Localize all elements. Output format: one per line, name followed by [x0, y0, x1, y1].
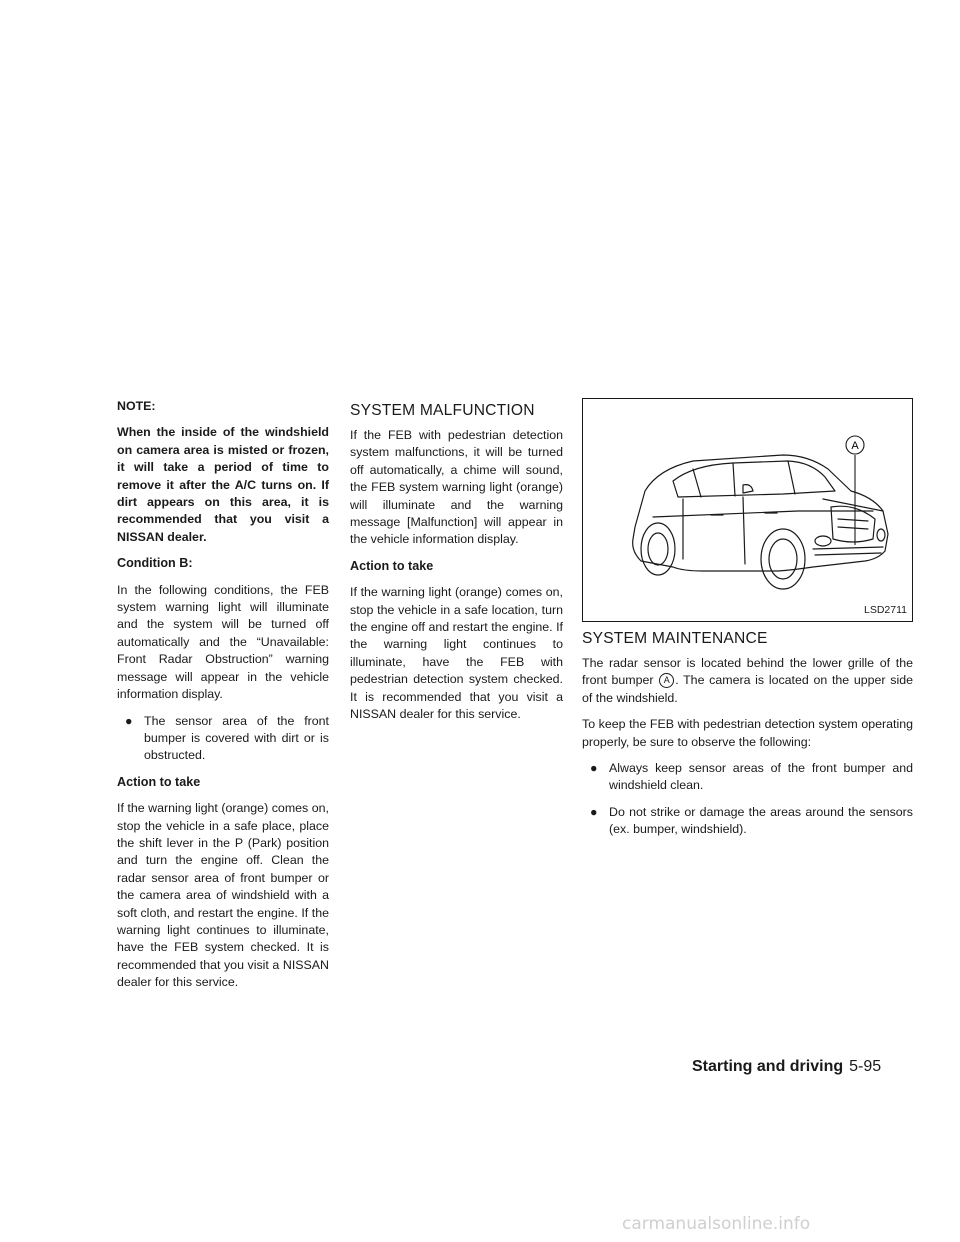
bullet-text: Always keep sensor areas of the front bumper and windshield clean.	[609, 761, 913, 793]
bullet-text: Do not strike or damage the areas around the sensors (ex. bumper, windshield).	[609, 804, 913, 837]
column-left	[117, 398, 329, 1001]
bullet-item	[582, 760, 913, 795]
bullet-icon: ●	[590, 804, 598, 819]
action-heading: Action to take	[117, 774, 201, 789]
page-number: 5-95	[849, 1058, 882, 1075]
action-text: If the warning light (orange) comes on, stop the vehicle in a safe place, place the shift lever in the P (Park) position and turn the engine off. Clean the radar sensor area of front bumper or the camera area of windshield with a soft cloth, and restart the engine. If the warning light continues to illuminate, have the FEB system checked. It is recommended that you visit a NISSAN dealer for this service.	[117, 801, 329, 990]
section-heading-malfunction: SYSTEM MALFUNCTION	[350, 402, 535, 419]
maintenance-para-1	[582, 655, 913, 707]
section-heading-maintenance: SYSTEM MAINTENANCE	[582, 630, 768, 647]
section-name: Starting and driving	[692, 1058, 844, 1075]
bullet-icon: ●	[125, 713, 133, 728]
note-label: NOTE:	[117, 399, 156, 413]
maintenance-text: . The camera is located on the upper side of the windshield.	[582, 673, 913, 705]
bullet-text: The sensor area of the front bumper is covered with dirt or is obstructed.	[144, 713, 329, 763]
condition-b-heading: Condition B:	[117, 556, 193, 571]
car-drawing	[583, 399, 912, 621]
bullet-item	[117, 713, 329, 765]
maintenance-para-2: To keep the FEB with pedestrian detection system operating properly, be sure to observe the following:	[582, 717, 913, 749]
callout-label: A	[851, 440, 859, 452]
malfunction-intro: If the FEB with pedestrian detection system malfunctions, it will be turned off automatically, a chime will sound, the FEB system warning light (orange) will illuminate and the warning message [Malfunction] will appear in the vehicle information display.	[350, 428, 563, 547]
action-heading: Action to take	[350, 558, 434, 573]
figure-code: LSD2711	[862, 602, 909, 619]
column-right	[582, 398, 913, 848]
condition-b-text: In the following conditions, the FEB system warning light will illuminate and the system will be turned off automatically and the “Unavailable: Front Radar Obstruction” warning message will appear in the vehicle information display.	[117, 582, 329, 702]
vehicle-illustration	[582, 398, 913, 622]
bullet-item	[582, 804, 913, 839]
page-footer	[692, 1058, 881, 1076]
note-text: When the inside of the windshield on camera area is misted or frozen, it will take a period of time to remove it after the A/C turns on. If dirt appears on this area, it is recommended that you visit a NISSAN dealer.	[117, 425, 329, 544]
maintenance-text: The radar sensor is located behind the lower grille of the front bumper	[582, 656, 913, 688]
action-text: If the warning light (orange) comes on, stop the vehicle in a safe location, turn the engine off and restart the engine. If the warning light continues to illuminate, have the FEB with pedestrian detection system checked. It is recommended that you visit a NISSAN dealer for this service.	[350, 585, 563, 722]
column-middle	[350, 398, 563, 733]
bullet-icon: ●	[590, 761, 598, 776]
callout-a-icon: A	[659, 673, 674, 688]
site-watermark: carmanualsonline.info	[622, 1214, 811, 1234]
